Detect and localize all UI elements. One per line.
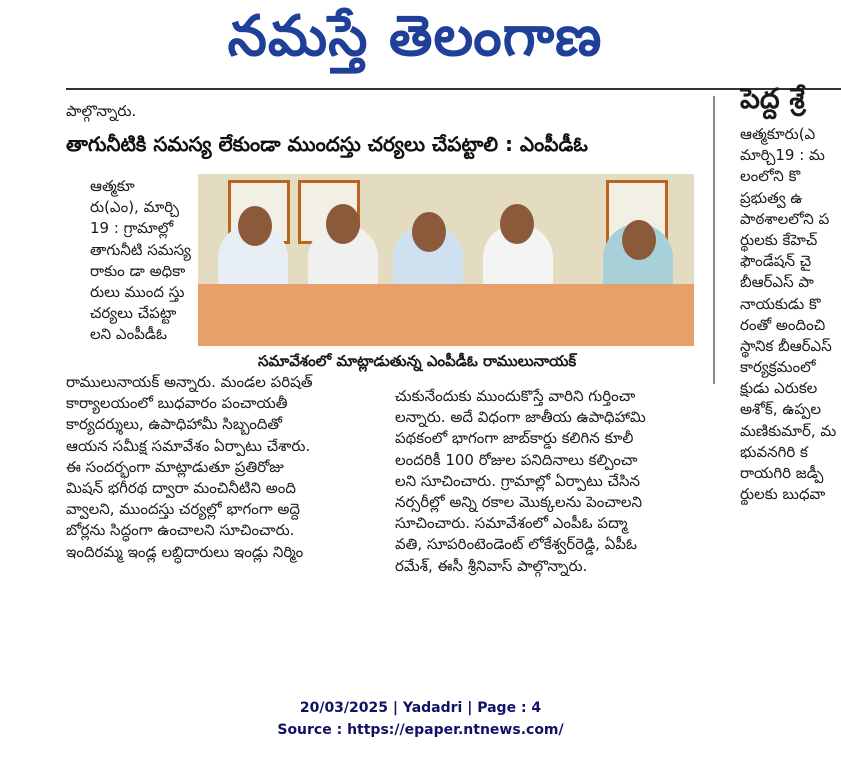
footer-date-line: 20/03/2025 | Yadadri | Page : 4 <box>299 700 542 716</box>
right-article-line: స్థానిక బీఆర్‌ఎస్ <box>740 336 832 355</box>
article-line: నర్సరీల్లో అన్ని రకాల మొక్కలను పెంచాలని <box>395 492 643 511</box>
article-line: వ్వాలని, ముందస్తు చర్యల్లో భాగంగా అద్దె <box>66 500 301 519</box>
article-line: కార్యదర్శులు, ఉపాధిహామీ సిబ్బందితో <box>66 415 283 434</box>
article-col2 <box>395 386 695 577</box>
article-line: లని సూచించారు. గ్రామాల్లో ఏర్పాటు చేసిన <box>395 471 641 490</box>
article-line: ఆయన సమీక్ష సమావేశం ఏర్పాటు చేశారు. <box>66 436 311 455</box>
article-line: రాములునాయక్ అన్నారు. మండల పరిషత్ <box>66 373 313 391</box>
article-line: రమేశ్, ఈసీ శ్రీనివాస్ పాల్గొన్నారు. <box>395 556 588 575</box>
right-article-line: భువనగిరి క <box>740 442 808 461</box>
photo-head <box>500 204 534 244</box>
article-line: లందరికీ 100 రోజుల పనిదినాలు కల్పించా <box>395 450 638 469</box>
article-col1-top <box>90 176 190 346</box>
right-article-line: పాఠశాలలోని ప <box>740 209 830 228</box>
article-line: పథకంలో భాగంగా జాబ్‌కార్డు కలిగిన కూలీ <box>395 429 634 448</box>
photo-head <box>326 204 360 244</box>
right-article-line: మణికుమార్, మ <box>740 421 837 440</box>
masthead-title: నమస్తే తెలంగాణ <box>227 4 603 69</box>
article-line: చుకునేందుకు ముందుకొస్తే వారిని గుర్తించా <box>395 387 636 405</box>
right-article-text <box>740 124 841 505</box>
article-line: ఇందిరమ్మ ఇండ్ల లబ్ధిదారులు ఇండ్లు నిర్మిం <box>66 542 304 561</box>
right-article-line: నాయకుడు కొ <box>740 294 821 313</box>
article-line: కార్యాలయంలో బుధవారం పంచాయతీ <box>66 394 288 413</box>
header-rule <box>66 88 841 90</box>
photo-table <box>198 284 694 346</box>
footer <box>0 697 841 741</box>
article-line: సూచించారు. సమావేశంలో ఎంపీఓ పద్మా <box>395 514 628 533</box>
right-article-headline: పెద్ద శ్రే <box>740 82 805 115</box>
right-article-line: ఆత్మకూరు(ఎ <box>740 125 816 143</box>
article-photo <box>198 174 694 346</box>
right-article-line: బీఆర్‌ఎస్ పా <box>740 273 814 292</box>
article-line: 19 : గ్రామాల్లో <box>90 219 174 238</box>
right-article-line: రాయగిరి జడ్పీ <box>740 464 824 482</box>
photo-head <box>412 212 446 252</box>
article-line: వతి, సూపరింటెండెంట్ లోకేశ్వర్‌రెడ్డి, ఏపీఓ <box>395 535 638 554</box>
photo-head <box>238 206 272 246</box>
article-col1-bottom <box>66 372 371 563</box>
right-article-line: ప్రభుత్వ ఉ <box>740 188 803 207</box>
article-line: రులు ముంద స్తు <box>90 282 185 301</box>
footer-source-line: Source : https://epaper.ntnews.com/ <box>277 722 564 738</box>
article-line: రాకుం డా అధికా <box>90 261 186 280</box>
article-line: రు(ఎం), మార్చి <box>90 198 179 217</box>
article-line: బోర్లను సిద్ధంగా ఉంచాలని సూచించారు. <box>66 521 295 540</box>
right-article-line: మార్చి19 : మ <box>740 146 825 165</box>
article-line: తాగునీటి సమస్య <box>90 240 191 259</box>
article-line: చర్యలు చేపట్టా <box>90 304 177 323</box>
right-article-line: అశోక్, ఉప్పల <box>740 400 822 419</box>
right-article-line: ర్థులకు బుధవా <box>740 485 826 504</box>
right-article-line: రంతో అందించి <box>740 315 826 334</box>
article-line: మిషన్ భగీరథ ద్వారా మంచినీటిని అంది <box>66 478 296 497</box>
article-line: ఈ సందర్భంగా మాట్లాడుతూ ప్రతిరోజు <box>66 457 284 476</box>
right-article-line: ర్థులకు కేహెచ్ <box>740 230 818 249</box>
column-divider <box>713 96 715 384</box>
article-line: లని ఎంపీడీఓ <box>90 325 167 344</box>
photo-head <box>622 220 656 260</box>
right-article-line: ఫౌండేషన్ చై <box>740 252 812 271</box>
left-fragment: పాల్గొన్నారు. <box>66 102 137 120</box>
article-headline: తాగునీటికి సమస్య లేకుండా ముందస్తు చర్యలు చేపట్టాలి : ఎంపీడీఓ <box>66 132 588 156</box>
article-line: ఆత్మకూ <box>90 177 135 195</box>
right-article-line: కార్యక్రమంలో <box>740 358 816 377</box>
right-article-line: క్షుడు ఎరుకల <box>740 379 818 398</box>
right-article-line: లంలోని కొ <box>740 167 801 186</box>
article-line: లన్నారు. అదే విధంగా జాతీయ ఉపాధిహామి <box>395 408 646 427</box>
photo-caption: సమావేశంలో మాట్లాడుతున్న ఎంపీడీఓ రాములునాయక్ <box>258 352 577 370</box>
